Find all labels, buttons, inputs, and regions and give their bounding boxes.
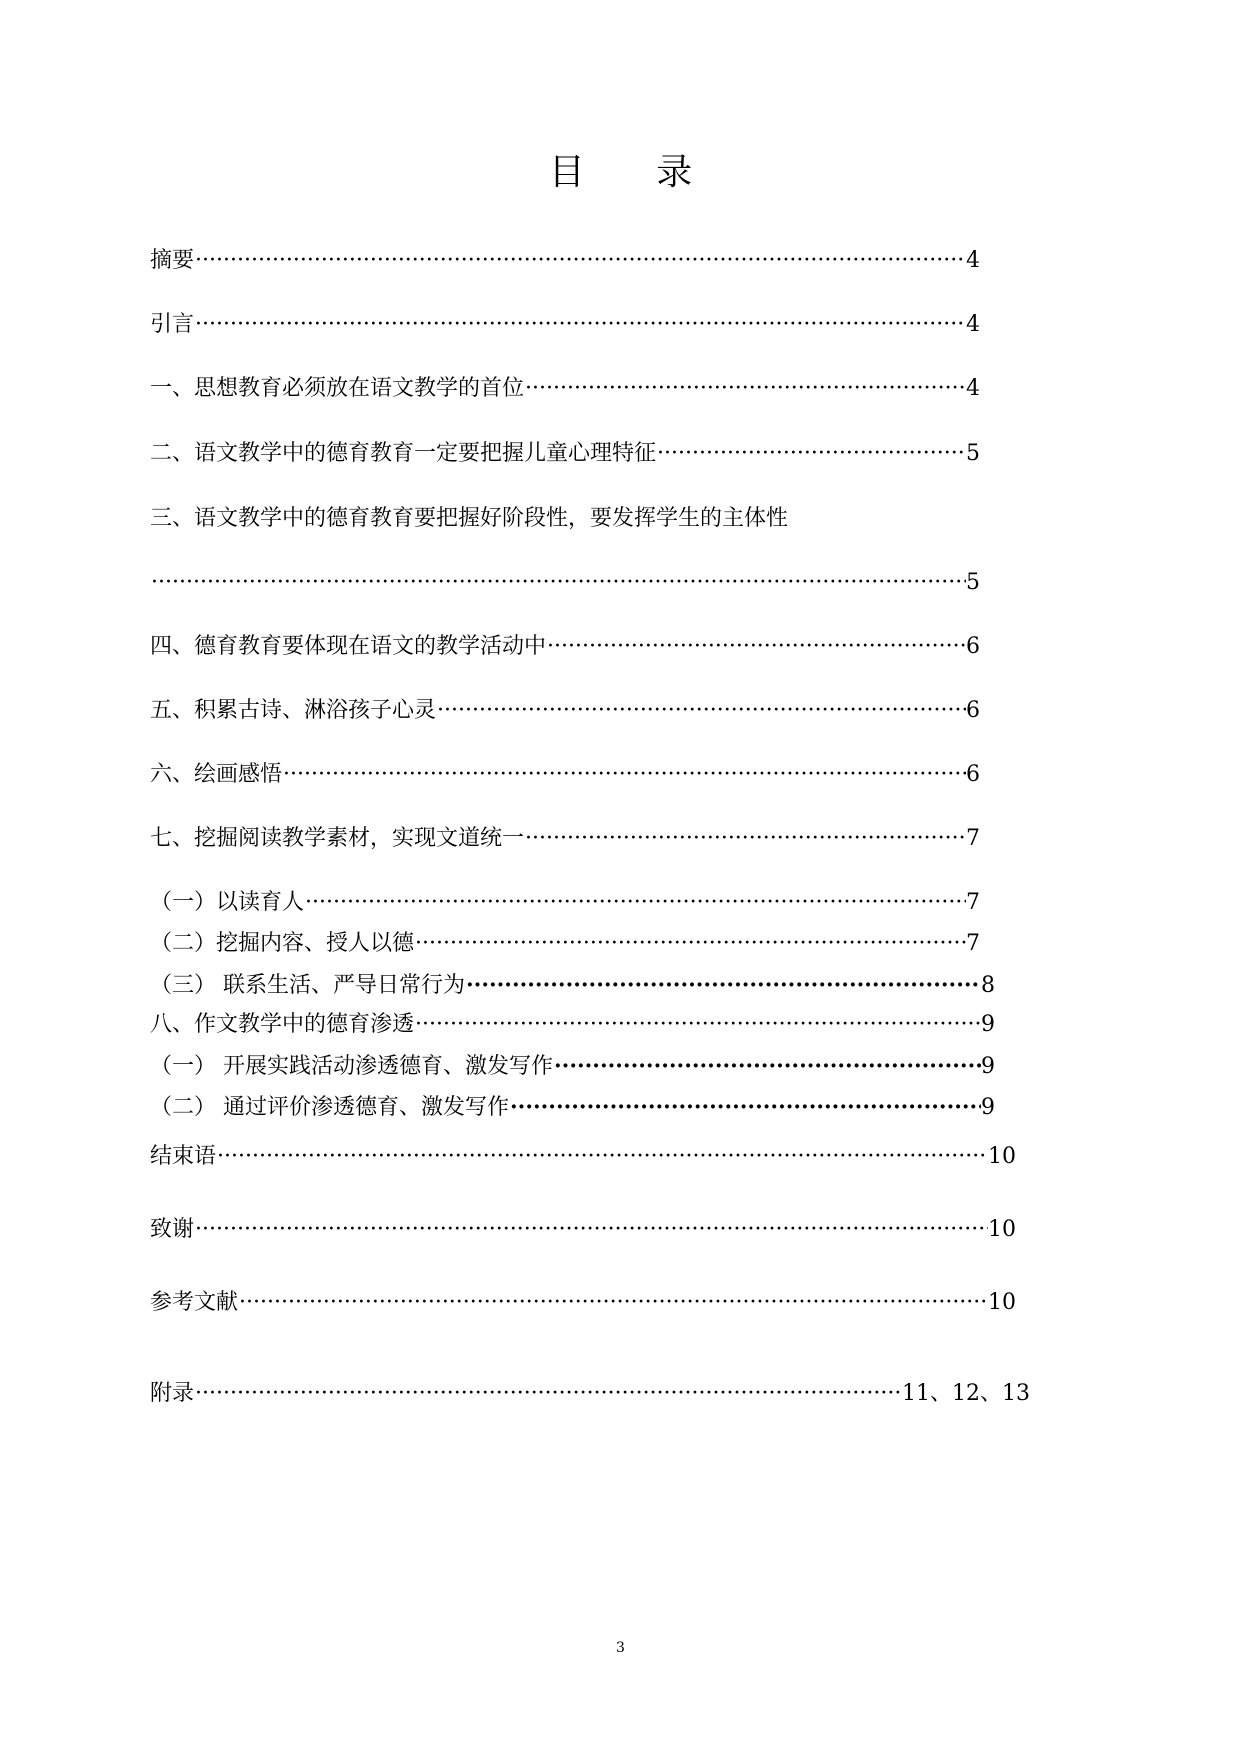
toc-entry-page: 9: [981, 1012, 995, 1037]
toc-title: 目 录: [548, 152, 723, 193]
toc-leader-dots: [415, 927, 966, 961]
toc-entry-label: （三） 联系生活、严导日常行为: [150, 973, 465, 998]
toc-entry-page: 8: [981, 973, 995, 998]
toc-leader-dots: [437, 694, 966, 728]
toc-entry-page: 4: [966, 248, 980, 273]
toc-leader-dots: [195, 244, 966, 278]
toc-entry[interactable]: [150, 502, 980, 536]
toc-leader-dots: [195, 308, 966, 342]
toc-entry-label: （一） 开展实践活动渗透德育、激发写作: [150, 1054, 553, 1079]
toc-entry-page: 9: [981, 1054, 995, 1079]
toc-entry[interactable]: [150, 437, 980, 471]
toc-entry-page: 5: [966, 570, 980, 595]
toc-entry-label: 附录: [150, 1381, 195, 1406]
toc-entry-page: 4: [966, 312, 980, 337]
toc-leader-dots: [195, 1377, 902, 1411]
toc-entry[interactable]: [150, 927, 980, 961]
toc-leader-dots: [466, 968, 981, 1003]
toc-entry[interactable]: [150, 822, 980, 856]
toc-entry-label: 一、思想教育必须放在语文教学的首位: [150, 376, 525, 401]
toc-entry-page: 9: [981, 1095, 995, 1120]
toc-entry[interactable]: [150, 968, 995, 1002]
toc-entry-label: 二、语文教学中的德育教育一定要把握儿童心理特征: [150, 441, 657, 466]
toc-leader-dots: [547, 630, 966, 664]
toc-leader-dots: [657, 437, 966, 471]
toc-entry-label: （二） 通过评价渗透德育、激发写作: [150, 1095, 509, 1120]
toc-leader-dots: [525, 372, 966, 406]
toc-entry-label: 参考文献: [150, 1290, 239, 1315]
toc-entry-page: 10: [988, 1290, 1016, 1315]
toc-entry[interactable]: [150, 244, 980, 278]
toc-leader-dots: [415, 1008, 981, 1042]
toc-entry-page: 7: [966, 826, 980, 851]
toc-entry[interactable]: [150, 758, 980, 792]
toc-leader-dots: [217, 1140, 988, 1174]
toc-leader-dots: [554, 1049, 981, 1084]
toc-entry-page: 4: [966, 376, 980, 401]
toc-leader-dots: [283, 758, 966, 792]
toc-entry[interactable]: [150, 694, 980, 728]
toc-entry[interactable]: [150, 372, 980, 406]
toc-entry-label: 七、挖掘阅读教学素材，实现文道统一: [150, 826, 525, 851]
page-number: 3: [616, 1640, 625, 1656]
toc-entry-page: 7: [966, 931, 980, 956]
toc-entry[interactable]: [150, 308, 980, 342]
toc-leader-dots: [510, 1090, 981, 1125]
toc-entry-page: 6: [966, 634, 980, 659]
toc-entry[interactable]: [150, 1286, 1016, 1320]
toc-entry[interactable]: [150, 1377, 1030, 1411]
toc-entry-page: 6: [966, 698, 980, 723]
toc-entry-label: 六、绘画感悟: [150, 762, 283, 787]
toc-leader-dots: [525, 822, 966, 856]
toc-entry-page: 10: [988, 1144, 1016, 1169]
toc-leader-dots: [239, 1286, 988, 1320]
toc-entry-page: 6: [966, 762, 980, 787]
toc-entry[interactable]: [150, 1049, 995, 1083]
toc-entry[interactable]: [150, 566, 980, 600]
toc-entry-page: 11、12、13: [902, 1381, 1030, 1406]
toc-entry-label: 三、语文教学中的德育教育要把握好阶段性，要发挥学生的主体性: [150, 506, 789, 531]
toc-entry-label: （一）以读育人: [150, 890, 305, 915]
toc-entry-label: 致谢: [150, 1217, 195, 1242]
toc-entry-label: 引言: [150, 312, 195, 337]
toc-entry[interactable]: [150, 1090, 995, 1124]
toc-entry[interactable]: [150, 630, 980, 664]
toc-entry-label: 八、作文教学中的德育渗透: [150, 1012, 415, 1037]
toc-entry-label: （二）挖掘内容、授人以德: [150, 931, 415, 956]
toc-entry-label: 摘要: [150, 248, 195, 273]
toc-entry-label: 四、德育教育要体现在语文的教学活动中: [150, 634, 547, 659]
toc-entry-page: 10: [988, 1217, 1016, 1242]
toc-entry-page: 5: [966, 441, 980, 466]
toc-entry-label: 五、积累古诗、淋浴孩子心灵: [150, 698, 437, 723]
toc-leader-dots: [305, 886, 966, 920]
toc-entry-label: 结束语: [150, 1144, 217, 1169]
toc-entry[interactable]: [150, 1008, 995, 1042]
toc-entry[interactable]: [150, 1140, 1016, 1174]
toc-entry[interactable]: [150, 1213, 1016, 1247]
toc-leader-dots: [151, 566, 966, 600]
toc-entry[interactable]: [150, 886, 980, 920]
toc-entry-page: 7: [966, 890, 980, 915]
toc-leader-dots: [195, 1213, 988, 1247]
